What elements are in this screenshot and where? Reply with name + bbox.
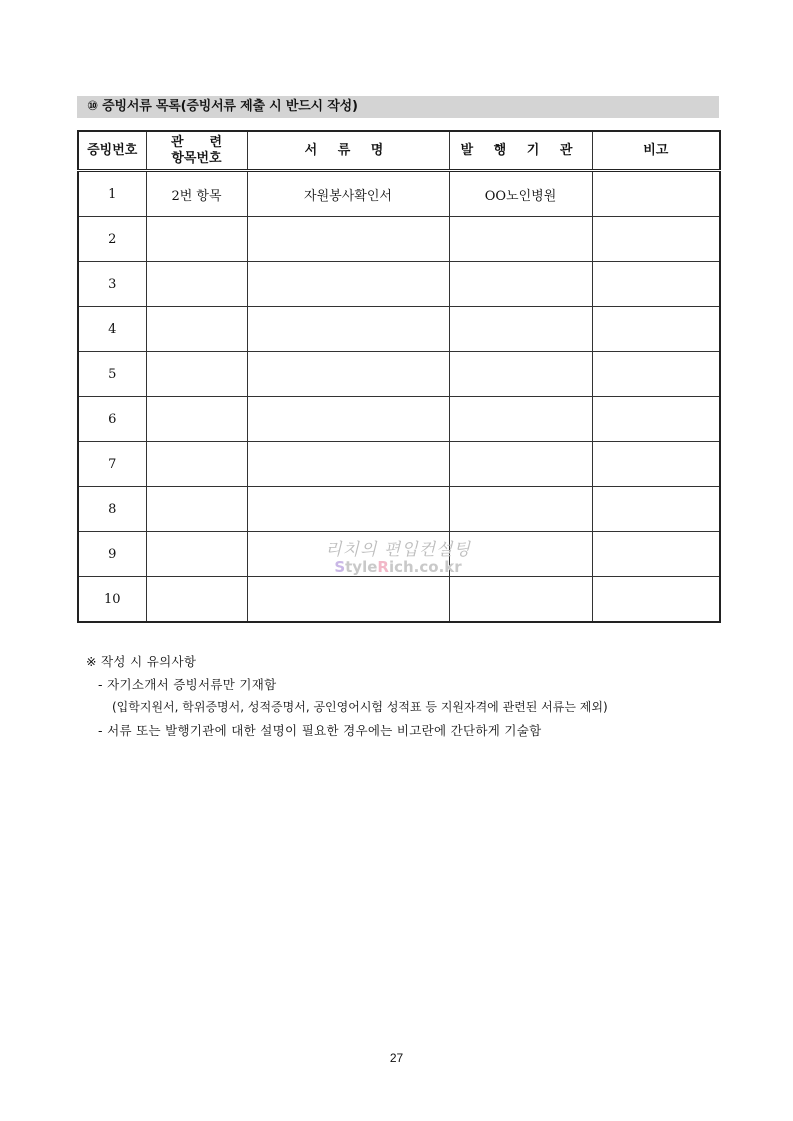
cell-related-item[interactable]: [146, 262, 247, 307]
cell-issuer[interactable]: [449, 532, 592, 577]
cell-remarks[interactable]: [592, 487, 720, 532]
cell-related-item[interactable]: [146, 577, 247, 623]
header-related-item: [146, 131, 247, 171]
cell-related-item[interactable]: [146, 217, 247, 262]
writing-notes: [86, 650, 726, 742]
cell-remarks[interactable]: [592, 262, 720, 307]
header-related-line1: 관련: [170, 134, 249, 150]
cell-evidence-no: 7: [78, 442, 146, 487]
cell-issuer[interactable]: [449, 487, 592, 532]
cell-evidence-no: 4: [78, 307, 146, 352]
cell-remarks[interactable]: [592, 577, 720, 623]
cell-issuer[interactable]: [449, 217, 592, 262]
cell-related-item[interactable]: [146, 307, 247, 352]
watermark-rest: ich.co.kr: [388, 558, 462, 576]
cell-evidence-no: 3: [78, 262, 146, 307]
cell-related-item[interactable]: [146, 352, 247, 397]
cell-related-item[interactable]: 2번 항목: [146, 171, 247, 217]
cell-document-name[interactable]: [247, 307, 449, 352]
cell-evidence-no: 9: [78, 532, 146, 577]
cell-evidence-no: 6: [78, 397, 146, 442]
cell-document-name[interactable]: [247, 352, 449, 397]
section-title: ⑩ 증빙서류 목록(증빙서류 제출 시 반드시 작성): [77, 96, 719, 118]
cell-document-name[interactable]: [247, 442, 449, 487]
notes-title: ※ 작성 시 유의사항: [86, 654, 197, 669]
header-remarks: 비고: [592, 131, 720, 171]
evidence-document-table: [77, 130, 721, 623]
watermark-tyle: tyle: [345, 558, 378, 576]
cell-related-item[interactable]: [146, 397, 247, 442]
cell-remarks[interactable]: [592, 217, 720, 262]
header-document-name: 서 류 명: [247, 131, 449, 171]
cell-remarks[interactable]: [592, 442, 720, 487]
cell-remarks[interactable]: [592, 171, 720, 217]
cell-evidence-no: 10: [78, 577, 146, 623]
cell-issuer[interactable]: [449, 577, 592, 623]
table-row: [78, 262, 720, 307]
cell-document-name[interactable]: [247, 262, 449, 307]
cell-issuer[interactable]: OO노인병원: [449, 171, 592, 217]
cell-issuer[interactable]: [449, 352, 592, 397]
cell-document-name[interactable]: [247, 397, 449, 442]
watermark-s: S: [334, 558, 346, 576]
notes-item-1: - 자기소개서 증빙서류만 기재함: [98, 677, 277, 692]
cell-document-name[interactable]: [247, 577, 449, 623]
cell-remarks[interactable]: [592, 397, 720, 442]
table-row: [78, 397, 720, 442]
table-row: [78, 487, 720, 532]
watermark-r: R: [377, 558, 389, 576]
cell-evidence-no: 2: [78, 217, 146, 262]
cell-related-item[interactable]: [146, 442, 247, 487]
table-header-row: [78, 131, 720, 171]
table-row: [78, 217, 720, 262]
cell-remarks[interactable]: [592, 352, 720, 397]
watermark-korean: 리치의 편입컨설팅: [325, 540, 471, 560]
cell-related-item[interactable]: [146, 532, 247, 577]
cell-evidence-no: 8: [78, 487, 146, 532]
table-row: [78, 307, 720, 352]
cell-document-name[interactable]: [247, 532, 449, 577]
cell-document-name[interactable]: [247, 217, 449, 262]
notes-item-1-sub: (입학지원서, 학위증명서, 성적증명서, 공인영어시험 성적표 등 지원자격에 관련된 서류는 제외): [112, 700, 608, 714]
header-evidence-no: 증빙번호: [78, 131, 146, 171]
header-issuer: 발 행 기 관: [449, 131, 592, 171]
table-row: [78, 577, 720, 623]
cell-issuer[interactable]: [449, 397, 592, 442]
cell-remarks[interactable]: [592, 307, 720, 352]
cell-evidence-no: 1: [78, 171, 146, 217]
cell-issuer[interactable]: [449, 307, 592, 352]
cell-document-name[interactable]: 자원봉사확인서: [247, 171, 449, 217]
notes-item-2: - 서류 또는 발행기관에 대한 설명이 필요한 경우에는 비고란에 간단하게 기술함: [98, 723, 542, 738]
cell-document-name[interactable]: [247, 487, 449, 532]
cell-related-item[interactable]: [146, 487, 247, 532]
cell-issuer[interactable]: [449, 442, 592, 487]
cell-evidence-no: 5: [78, 352, 146, 397]
table-row: [78, 171, 720, 217]
cell-issuer[interactable]: [449, 262, 592, 307]
cell-remarks[interactable]: [592, 532, 720, 577]
header-related-line2: 항목번호: [171, 150, 222, 166]
page-number: 27: [389, 1051, 404, 1065]
table-row: [78, 532, 720, 577]
table-row: [78, 442, 720, 487]
table-row: [78, 352, 720, 397]
